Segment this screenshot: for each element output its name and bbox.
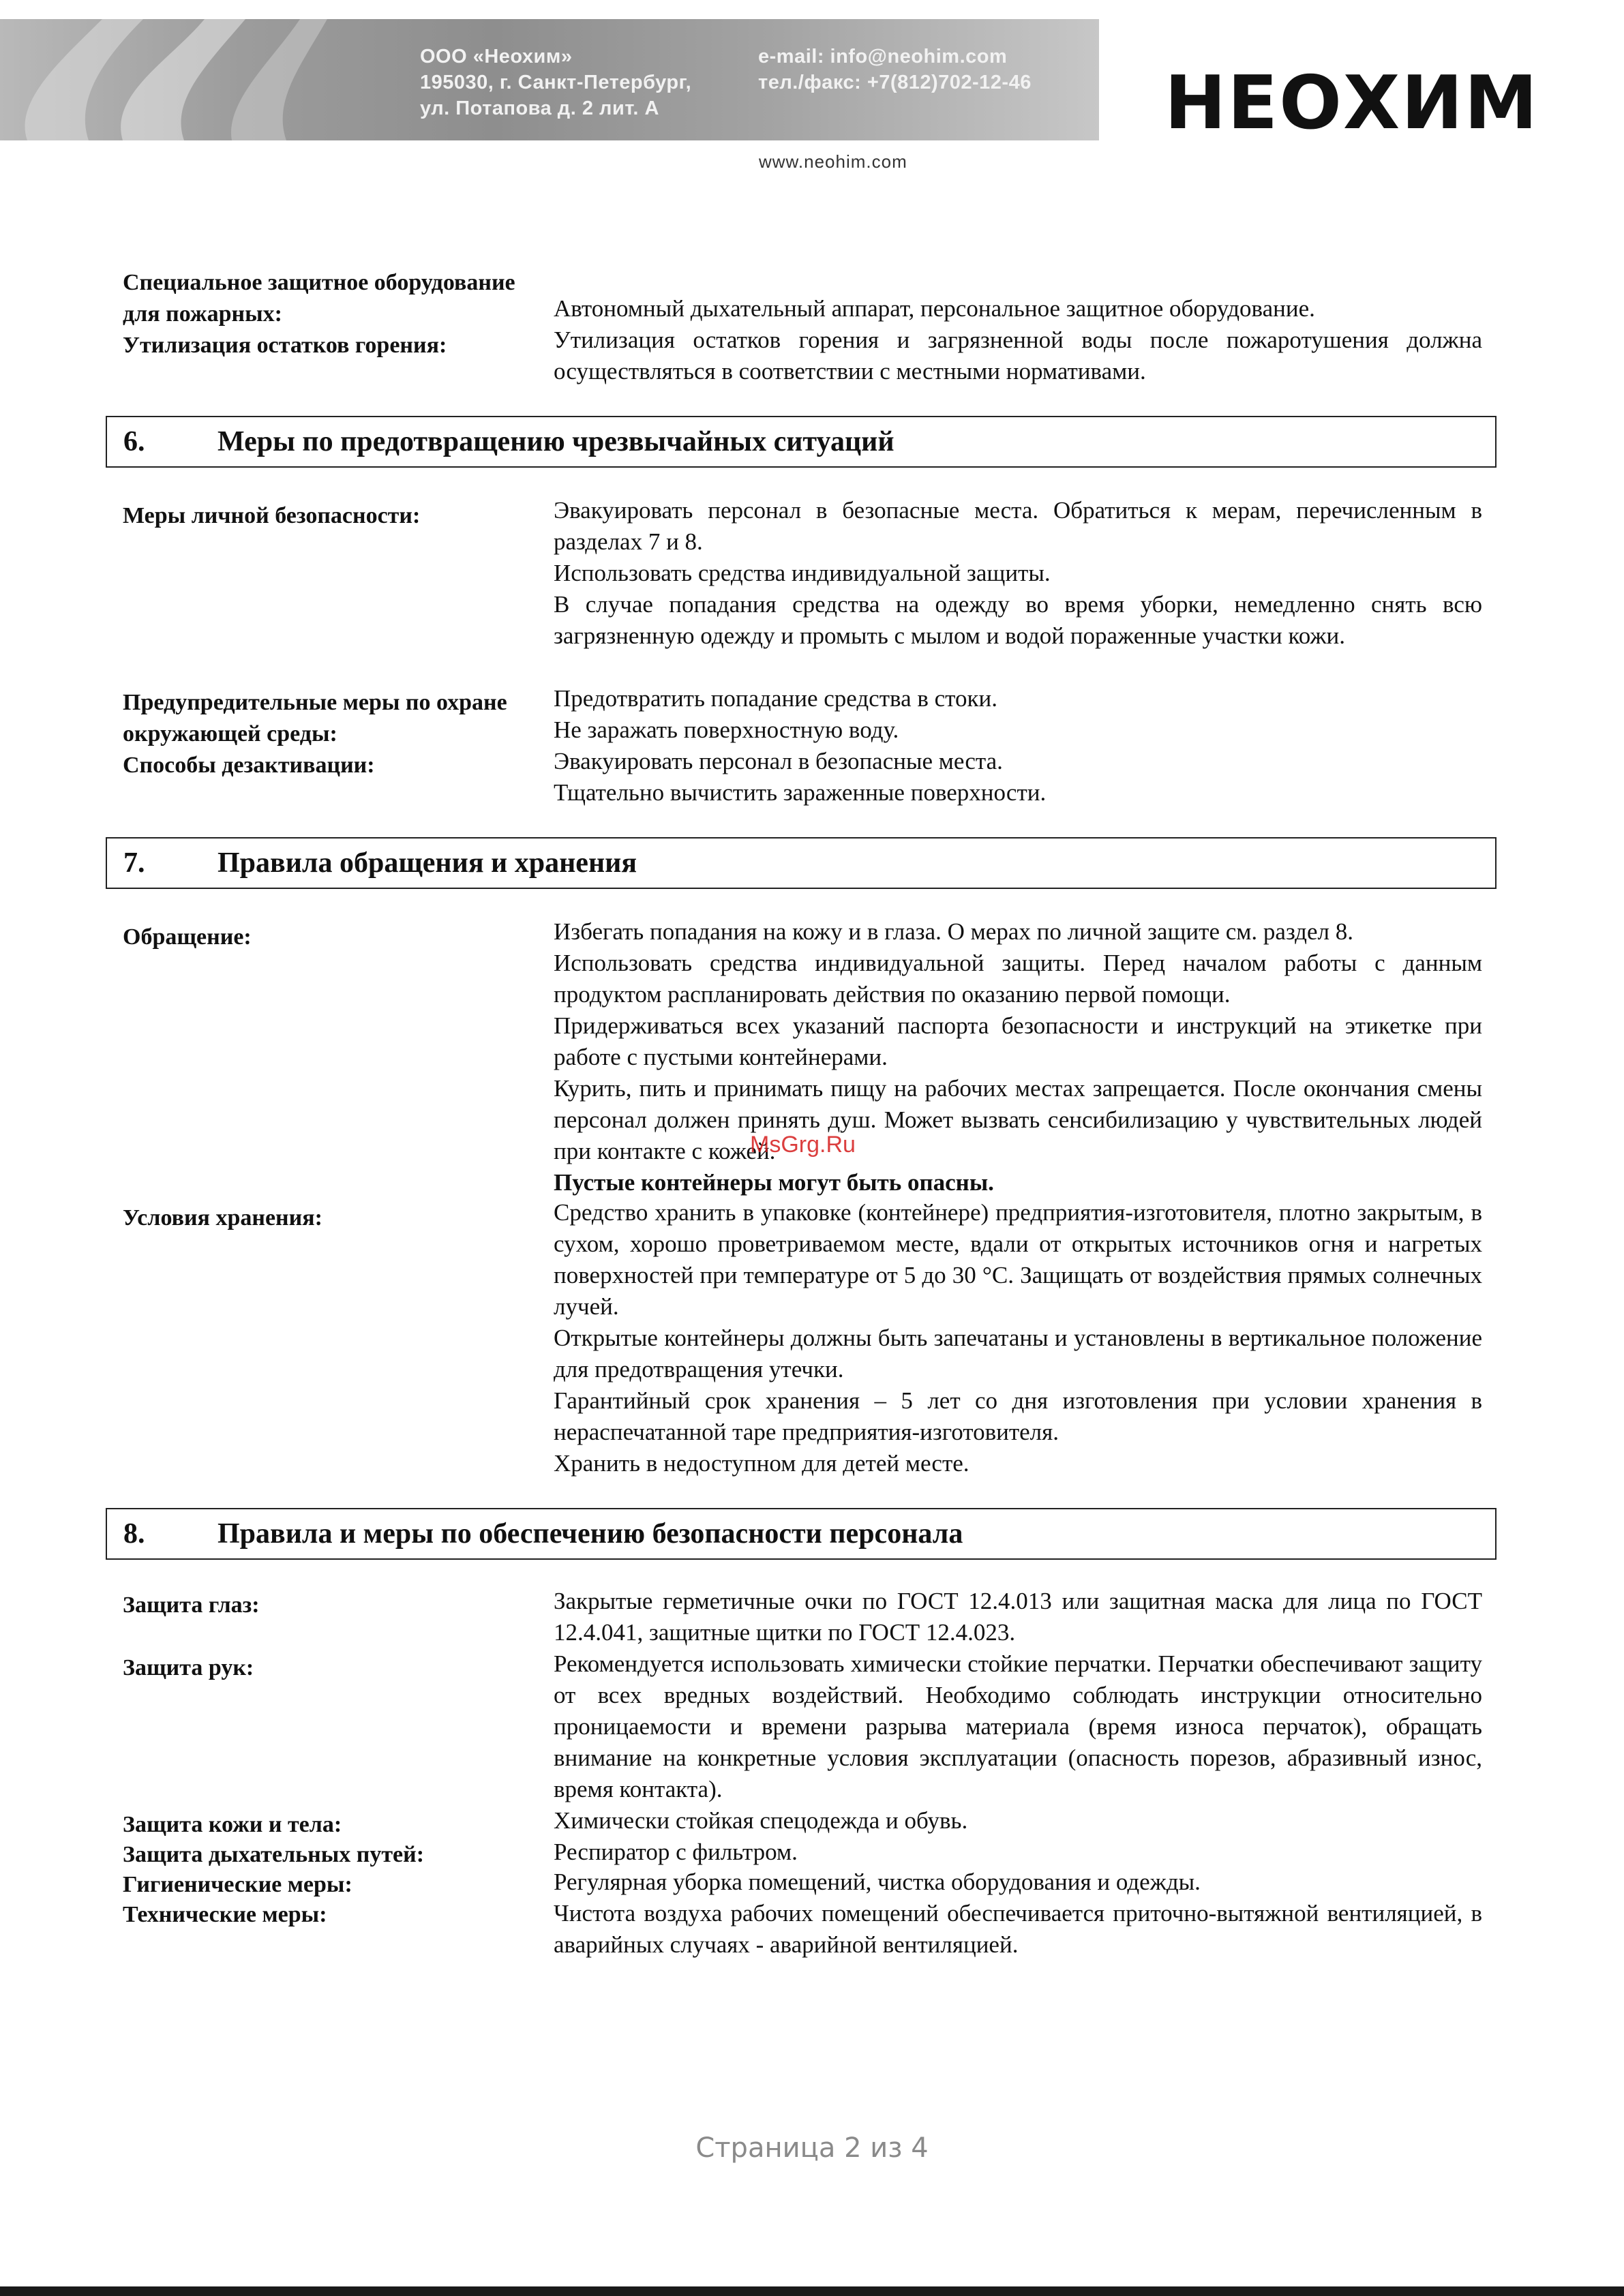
page-number: Страница 2 из 4: [695, 2132, 929, 2164]
section-title: Меры по предотвращению чрезвычайных ситуаций: [217, 426, 894, 457]
field-content: Эвакуировать персонал в безопасные места. Обратиться к мерам, перечисленным в разделах 7 и 8. Использовать средства индивидуальной защиты. В случае попадания средства на одежду во время уборки, немедленно снять всю загрязненную одежду и промыть с мылом и водой пораженные участки кожи.: [554, 497, 1482, 649]
section-number: 8.: [123, 1518, 145, 1550]
field-label: Обращение:: [123, 924, 252, 950]
watermark-stamp: MsGrg.Ru: [750, 1132, 856, 1158]
address-line: ООО «Неохим»: [420, 46, 573, 67]
field-content: Средство хранить в упаковке (контейнере) предприятия-изготовителя, плотно закрытым, в сухом, хорошо проветриваемом месте, вдали от открытых источников огня и нагретых поверхностей при температуре от 5 до 30 °С. Защищать от воздействия прямых солнечных лучей. Открытые контейнеры должны быть запечатаны и установлены в вертикальное положение для предотвращения утечки. Гарантийный срок хранения – 5 лет со дня изготовления при условии хранения в нераспечатанной таре предприятия-изготовителя. Хранить в недоступном для детей месте.: [554, 1199, 1482, 1477]
field-label: Условия хранения:: [123, 1205, 322, 1230]
field-content: Избегать попадания на кожу и в глаза. О мерах по личной защите см. раздел 8. Использовать средства индивидуальной защиты. Перед началом работы с данным продуктом распланировать действия по оказанию первой помощи. Придерживаться всех указаний паспорта безопасности и инструкций на этикетке при работе с пустыми контейнерами. Курить, пить и принимать пищу на рабочих местах запрещается. После окончания смены персонал должен принять душ. Может вызвать сенсибилизацию у чувствительных людей при контакте с кожей. Пустые контейнеры могут быть опасны.: [554, 918, 1482, 1196]
address-line: 195030, г. Санкт-Петербург,: [420, 72, 692, 93]
email-line: e-mail: info@neohim.com: [758, 46, 1008, 67]
field-label: Защита дыхательных путей:: [123, 1842, 425, 1867]
field-content: Регулярная уборка помещений, чистка оборудования и одежды.: [554, 1869, 1201, 1895]
company-contacts: [758, 44, 1032, 95]
letterhead-banner: [0, 19, 1099, 140]
drops-graphic: [0, 19, 409, 140]
field-content: Химически стойкая спецодежда и обувь.: [554, 1807, 968, 1834]
field-label: Гигиенические меры:: [123, 1872, 352, 1897]
website-link[interactable]: www.neohim.com: [759, 151, 907, 172]
field-label: Защита кожи и тела:: [123, 1812, 342, 1837]
field-content: Утилизация остатков горения и загрязненной воды после пожаротушения должна осуществляться в соответствии с местными нормативами.: [554, 327, 1482, 384]
field-label: Защита рук:: [123, 1655, 254, 1680]
field-content: Автономный дыхательный аппарат, персональное защитное оборудование.: [554, 295, 1315, 322]
field-content: Закрытые герметичные очки по ГОСТ 12.4.013 или защитная маска для лица по ГОСТ 12.4.041, защитные щитки по ГОСТ 12.4.023.: [554, 1588, 1482, 1646]
field-label: Способы дезактивации:: [123, 753, 375, 778]
section-header: [106, 416, 1497, 468]
scan-edge: [0, 2286, 1624, 2296]
field-content: Эвакуировать персонал в безопасные места. Тщательно вычистить зараженные поверхности.: [554, 748, 1047, 806]
section-title: Правила обращения и хранения: [217, 847, 637, 879]
section-title: Правила и меры по обеспечению безопасности персонала: [217, 1518, 963, 1550]
field-content: Респиратор с фильтром.: [554, 1839, 798, 1865]
field-label: Предупредительные меры по охране окружающей среды:: [123, 690, 507, 746]
field-content: Рекомендуется использовать химически стойкие перчатки. Перчатки обеспечивают защиту от всех вредных воздействий. Необходимо соблюдать инструкции относительно проницаемости и времени разрыва материала (время износа перчаток), обращать внимание на конкретные условия эксплуатации (опасность порезов, абразивный износ, время контакта).: [554, 1650, 1482, 1802]
field-label: Технические меры:: [123, 1902, 327, 1927]
company-address: [420, 44, 691, 121]
field-label: Утилизация остатков горения:: [123, 333, 447, 358]
company-logo: НЕОХИМ: [1164, 61, 1539, 146]
section-number: 7.: [123, 847, 145, 879]
phone-line: тел./факс: +7(812)702-12-46: [758, 72, 1032, 93]
address-line: ул. Потапова д. 2 лит. А: [420, 97, 659, 119]
section-header: [106, 1508, 1497, 1560]
field-label: Специальное защитное оборудование для пожарных:: [123, 270, 515, 327]
field-content: Предотвратить попадание средства в стоки. Не заражать поверхностную воду.: [554, 685, 997, 743]
section-header: [106, 837, 1497, 889]
field-label: Защита глаз:: [123, 1592, 260, 1618]
section-number: 6.: [123, 426, 145, 457]
field-label: Меры личной безопасности:: [123, 503, 421, 528]
field-content: Чистота воздуха рабочих помещений обеспечивается приточно-вытяжной вентиляцией, в аварийных случаях - аварийной вентиляцией.: [554, 1900, 1482, 1958]
